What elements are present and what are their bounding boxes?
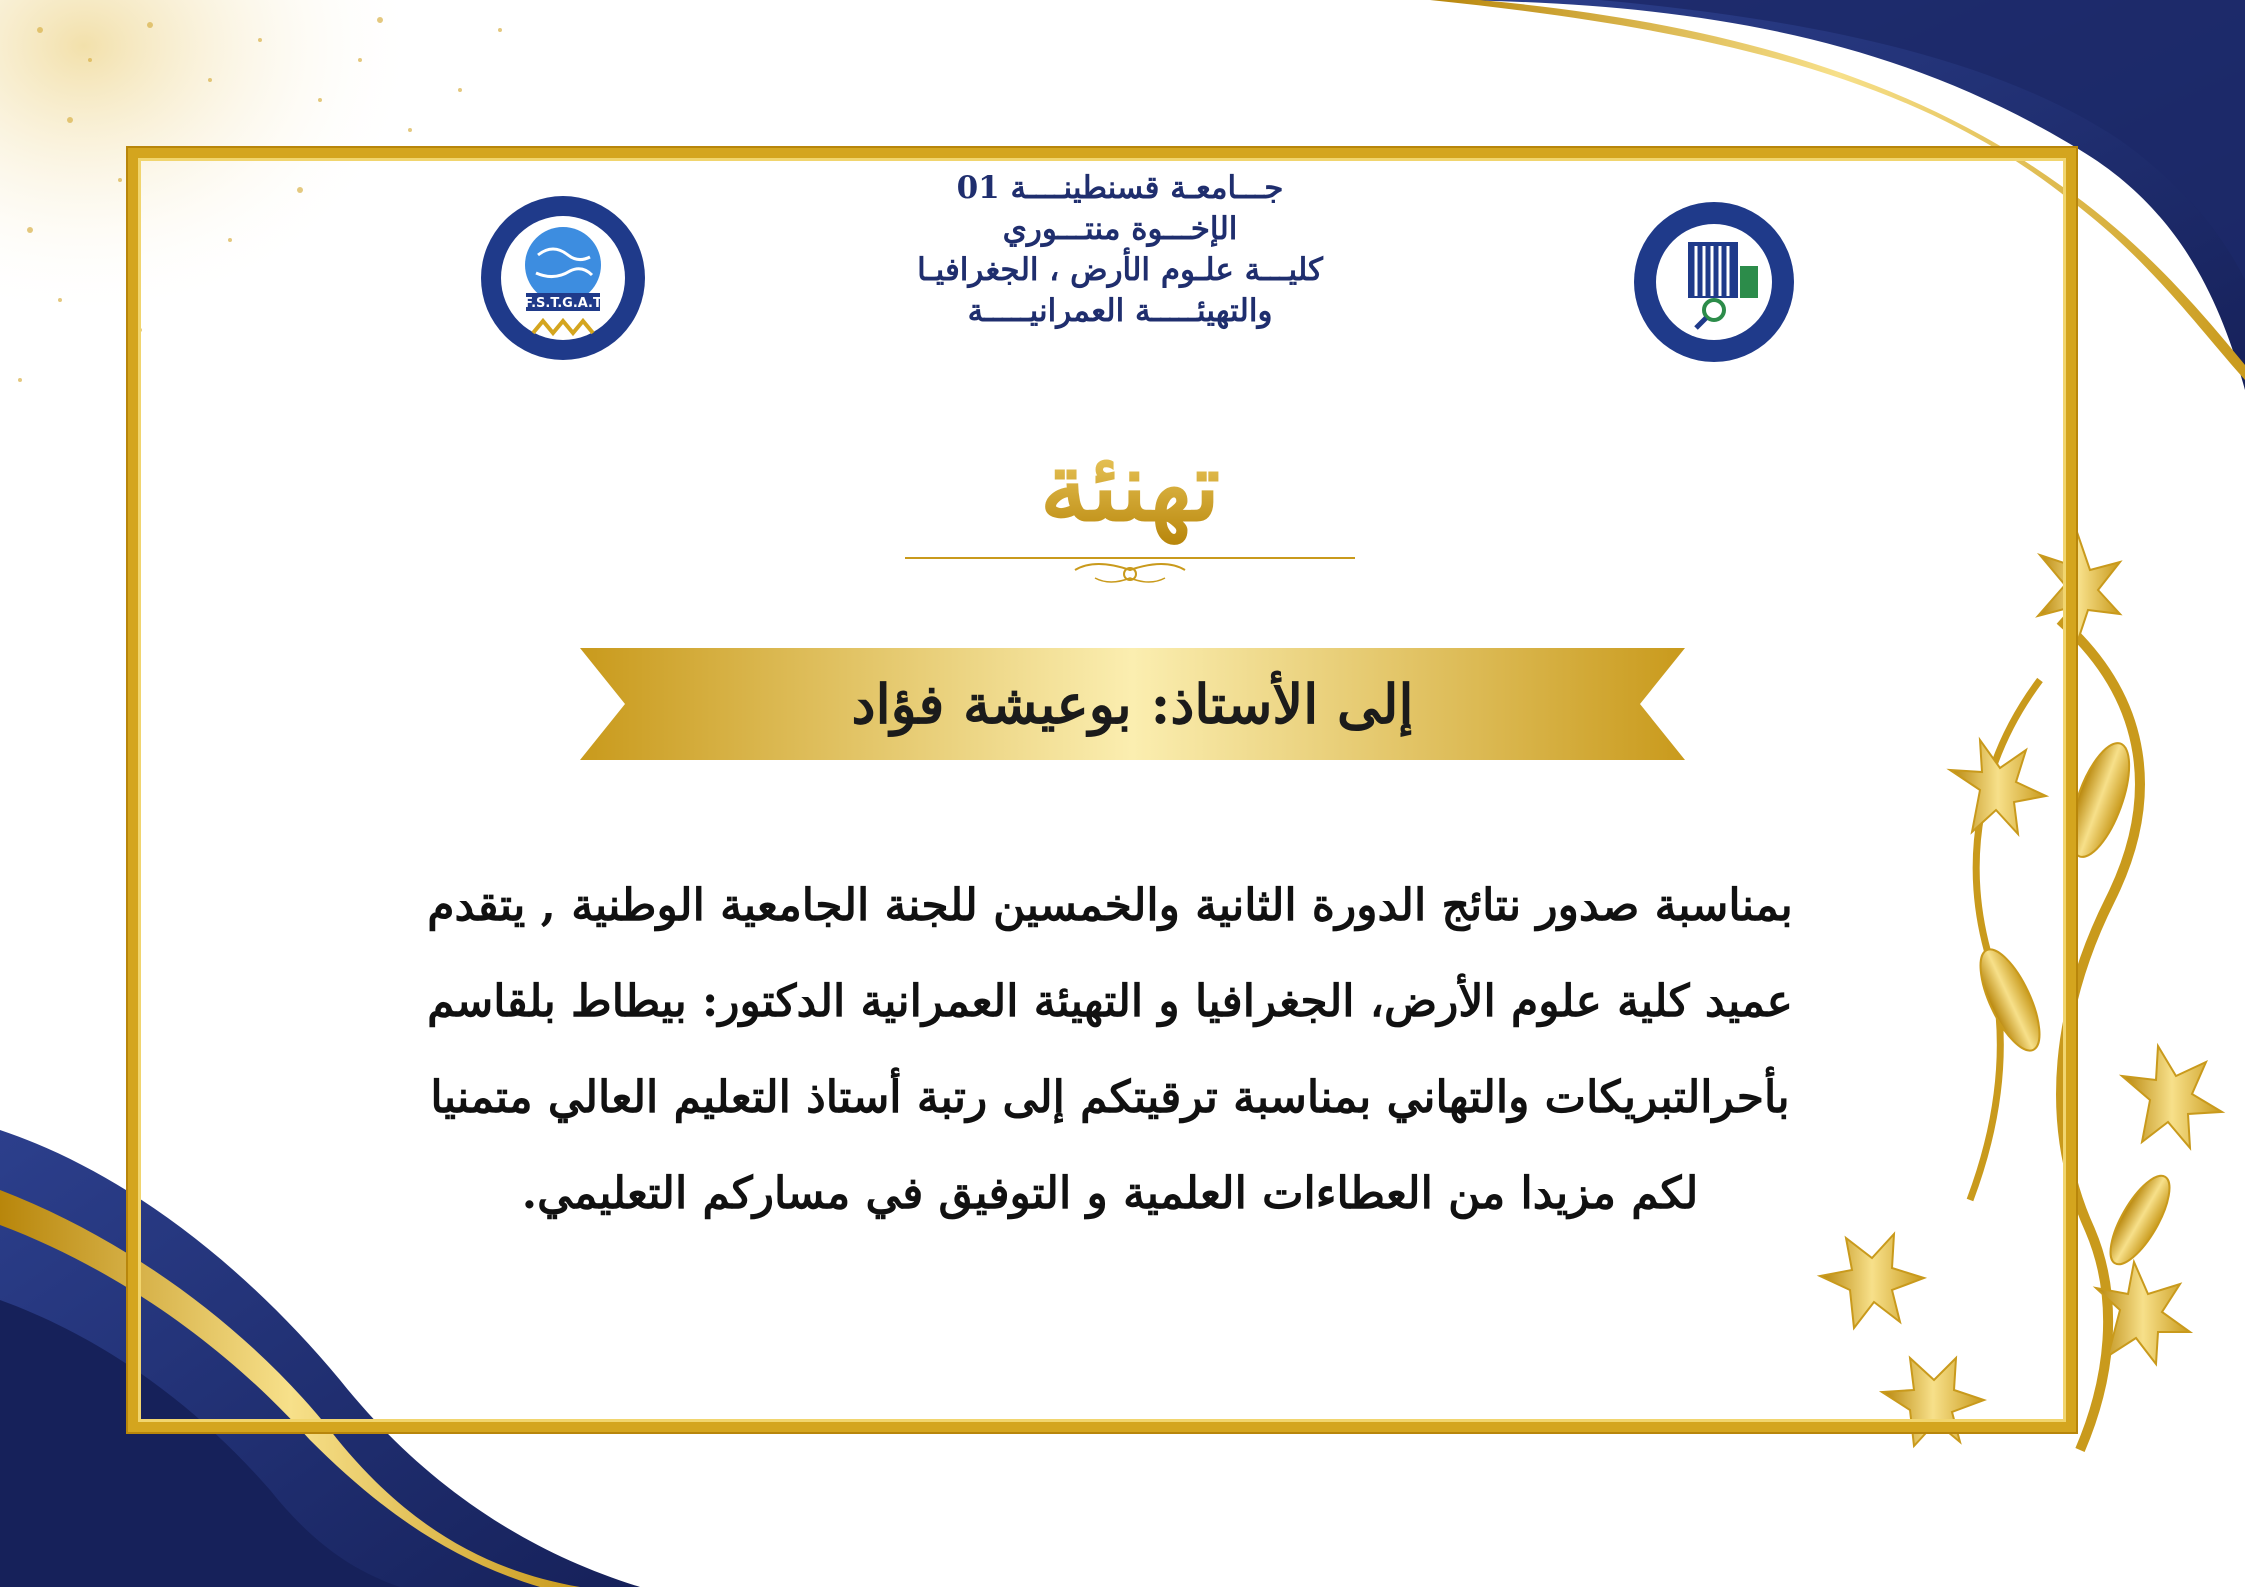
- header-line: والتهيئـــــة العمرانيـــــة: [967, 293, 1273, 329]
- university-header: [820, 168, 1420, 332]
- header-line: كليـــة علـوم الأرض ، الجغرافيـا: [917, 252, 1323, 288]
- fstgat-logo: [478, 193, 648, 363]
- message-line: بمناسبة صدور نتائج الدورة الثانية والخمسين للجنة الجامعية الوطنية , يتقدم: [427, 880, 1793, 931]
- ornament-divider: [895, 548, 1365, 590]
- recipient-name: إلى الأستاذ: بوعيشة فؤاد: [851, 672, 1414, 736]
- congratulations-calligraphy: [980, 410, 1280, 550]
- university-logo: [1632, 200, 1796, 364]
- header-line: جـــامعـة قسنطينــــة 01: [956, 170, 1284, 206]
- header-line: الإخـــوة منتـــوري: [1002, 211, 1238, 247]
- message-line: بأحرالتبريكات والتهاني بمناسبة ترقيتكم إلى رتبة أستاذ التعليم العالي متمنيا: [430, 1072, 1790, 1123]
- message-line: عميد كلية علوم الأرض، الجغرافيا و التهيئة العمرانية الدكتور: بيطاط بلقاسم: [427, 976, 1793, 1027]
- congratulation-message: [270, 858, 1950, 1242]
- congratulations-title: تهنئة: [1039, 430, 1221, 543]
- message-line: لكم مزيدا من العطاءات العلمية و التوفيق في مساركم التعليمي.: [521, 1168, 1699, 1219]
- fstgat-logo-label: F.S.T.G.A.T: [524, 296, 602, 311]
